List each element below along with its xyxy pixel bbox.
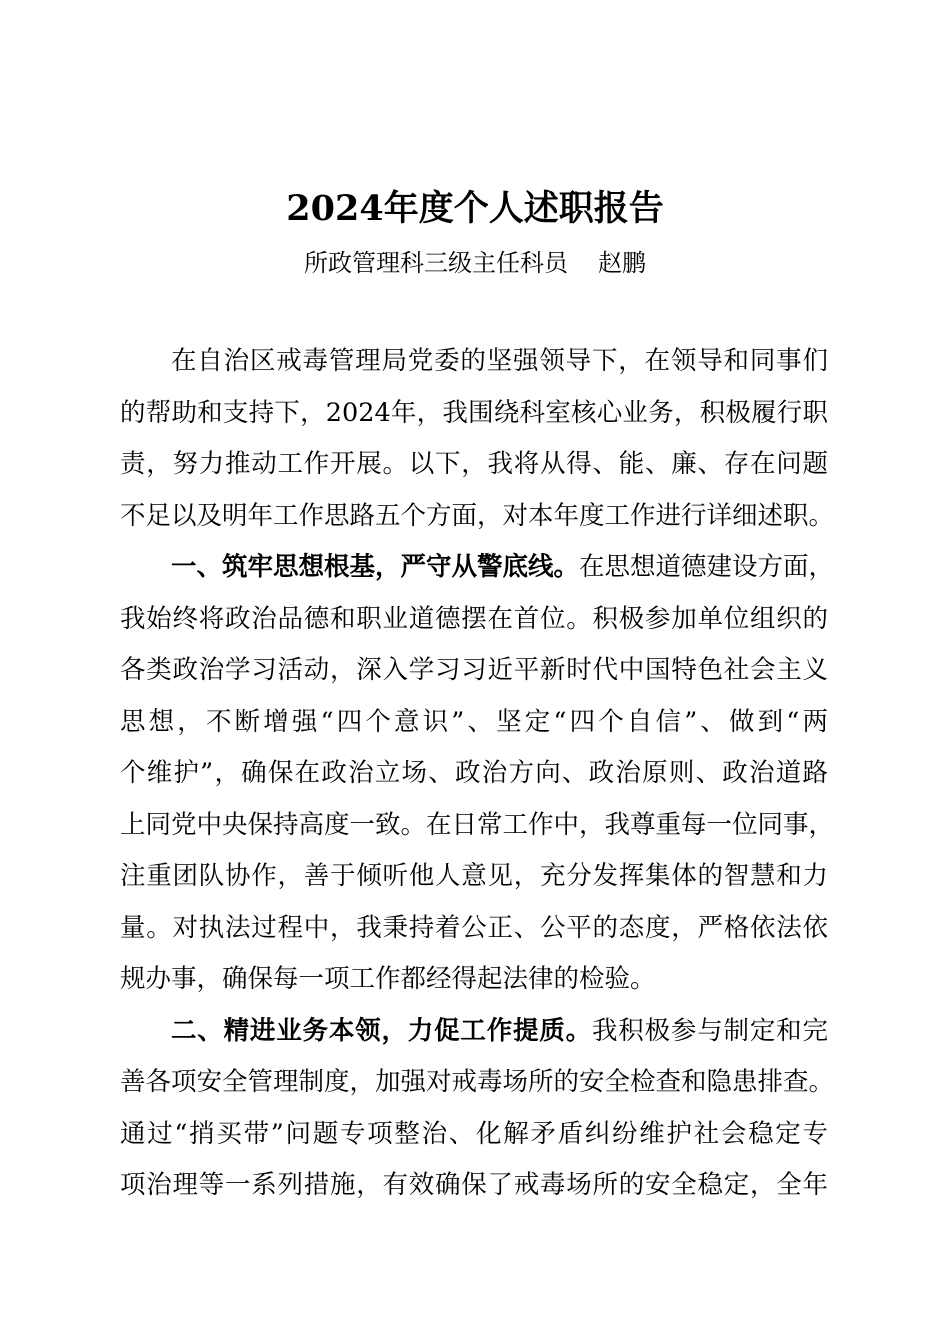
- paragraph-line: 各类政治学习活动，深入学习习近平新时代中国特色社会主义: [120, 655, 828, 685]
- document-title: 2024年度个人述职报告: [286, 188, 664, 229]
- author-byline: [0, 246, 950, 280]
- paragraph-line: 项治理等一系列措施，有效确保了戒毒场所的安全稳定，全年: [120, 1170, 828, 1200]
- paragraph-line: 善各项安全管理制度，加强对戒毒场所的安全检查和隐患排查。: [120, 1067, 835, 1097]
- author-name: 赵鹏: [598, 249, 646, 277]
- section-text: 我积极参与制定和完: [591, 1015, 828, 1046]
- paragraph-line: 个维护”，确保在政治立场、政治方向、政治原则、政治道路: [120, 758, 828, 788]
- paragraph-line: 的帮助和支持下，2024年，我围绕科室核心业务，积极履行职: [120, 397, 828, 428]
- section-text: 在思想道德建设方面，: [579, 552, 835, 582]
- paragraph-line: 思想，不断增强“四个意识”、坚定“四个自信”、做到“两: [120, 706, 828, 737]
- paragraph-line: 我始终将政治品德和职业道德摆在首位。积极参加单位组织的: [120, 603, 828, 634]
- paragraph-line: 量。对执法过程中，我秉持着公正、公平的态度，严格依法依: [120, 912, 828, 943]
- author-role: 所政管理科三级主任科员: [304, 249, 568, 277]
- document-body: [120, 336, 835, 1212]
- section-first-line: [120, 542, 835, 594]
- paragraph-line: 注重团队协作，善于倾听他人意见，充分发挥集体的智慧和力: [120, 861, 828, 891]
- paragraph-line: 在自治区戒毒管理局党委的坚强领导下，在领导和同事们: [171, 346, 828, 376]
- paragraph-line: 规办事，确保每一项工作都经得起法律的检验。: [120, 964, 656, 994]
- section-first-line: [120, 1006, 828, 1058]
- paragraph-line: 上同党中央保持高度一致。在日常工作中，我尊重每一位同事，: [120, 809, 835, 840]
- paragraph-line: 责，努力推动工作开展。以下，我将从得、能、廉、存在问题: [120, 449, 828, 479]
- section-heading: 二、精进业务本领，力促工作提质。: [171, 1015, 592, 1046]
- paragraph-line: 不足以及明年工作思路五个方面，对本年度工作进行详细述职。: [120, 500, 835, 531]
- section-heading: 一、筑牢思想根基，严守从警底线。: [171, 552, 580, 582]
- paragraph-line: 通过“捎买带”问题专项整治、化解矛盾纠纷维护社会稳定专: [120, 1118, 828, 1149]
